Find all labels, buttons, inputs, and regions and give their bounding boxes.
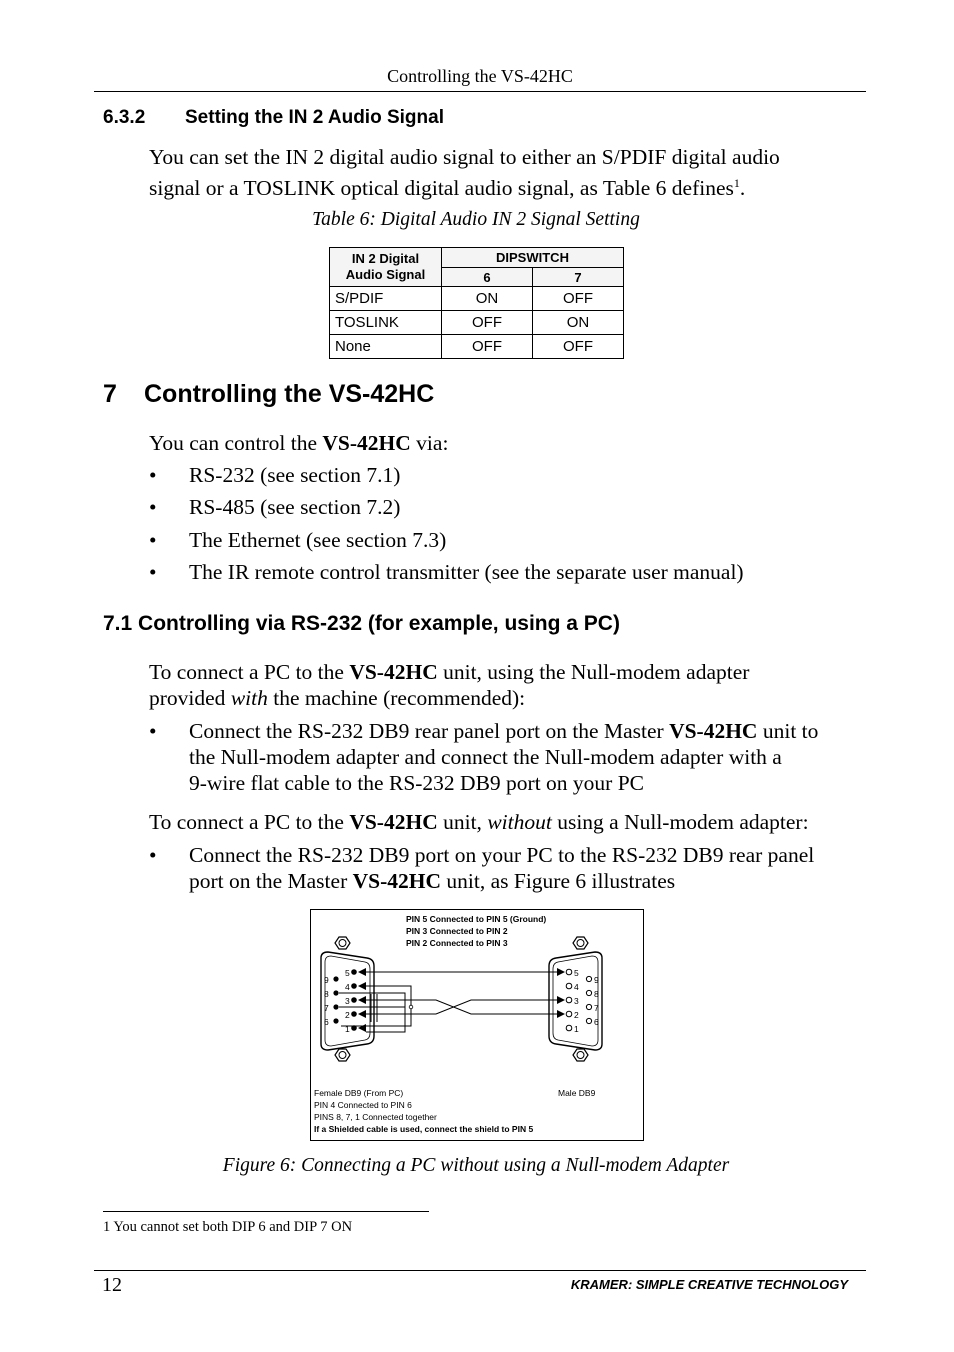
- figure-note: Female DB9 (From PC): [314, 1088, 404, 1098]
- paragraph-text: To connect a PC to the: [149, 810, 350, 834]
- list-item: [149, 559, 849, 585]
- pin-label: 1: [574, 1024, 579, 1034]
- mounting-screw-icon: [335, 937, 350, 949]
- right-inner-pin-icons: [566, 969, 572, 1031]
- section-632-paragraph: [149, 144, 780, 201]
- footnote-reference: 1: [733, 176, 740, 190]
- list-text: unit to: [757, 719, 819, 743]
- mounting-screw-icon: [573, 1049, 588, 1061]
- section-number: 6.3.2: [103, 107, 146, 128]
- header-rule: [94, 91, 866, 92]
- bullet-icon: •: [149, 463, 157, 487]
- section-heading-6-3-2: [103, 107, 444, 129]
- bullet-icon: •: [149, 843, 157, 867]
- list-line: the Null-modem adapter and connect the Null-modem adapter with a: [189, 745, 782, 769]
- male-db9-label: Male DB9: [558, 1088, 596, 1098]
- list-text: Connect the RS-232 DB9 rear panel port on the Master: [189, 719, 670, 743]
- paragraph-line: [149, 659, 749, 685]
- product-name: VS-42HC: [349, 810, 438, 834]
- table-cell-dip7: ON: [533, 311, 624, 335]
- pin-label: 5: [574, 968, 579, 978]
- product-name: VS-42HC: [349, 660, 438, 684]
- table-row: [330, 335, 624, 359]
- left-outer-pin-labels: [324, 973, 329, 1029]
- table-header-dip6: 6: [442, 268, 533, 287]
- list-item-text: The Ethernet (see section 7.3): [189, 528, 447, 552]
- right-outer-pin-icons: [586, 976, 591, 1023]
- list-item: [149, 842, 869, 898]
- pin-label: 3: [574, 996, 579, 1006]
- figure-note: If a Shielded cable is used, connect the shield to PIN 5: [314, 1124, 534, 1134]
- table-cell-dip6: ON: [442, 287, 533, 311]
- table-header-dip7: 7: [533, 268, 624, 287]
- list-text: unit, as Figure 6 illustrates: [441, 869, 676, 893]
- paragraph-text: signal or a TOSLINK optical digital audio signal, as Table 6 defines: [149, 176, 734, 201]
- left-inner-pin-icons: [351, 969, 357, 1031]
- list-item-text: [189, 718, 818, 796]
- right-outer-pin-labels: [594, 973, 599, 1029]
- paragraph-text: provided: [149, 686, 231, 710]
- section-heading-7-1: 7.1 Controlling via RS-232 (for example, using a PC): [103, 612, 620, 635]
- pin-label: 2: [574, 1010, 579, 1020]
- right-inner-pin-labels: [574, 966, 579, 1036]
- header-line: Audio Signal: [345, 267, 426, 282]
- figure-note: PIN 4 Connected to PIN 6: [314, 1100, 412, 1110]
- paragraph-line: [149, 170, 780, 201]
- paragraph-text: unit, using the Null-modem adapter: [437, 660, 750, 684]
- left-inner-pin-labels: [345, 966, 350, 1036]
- paragraph-text: the machine (recommended):: [267, 686, 526, 710]
- table-cell-dip7: OFF: [533, 287, 624, 311]
- left-pin-arrow-icons: [358, 968, 366, 1032]
- section-71-paragraph-1: [149, 659, 749, 711]
- header-line: IN 2 Digital: [351, 251, 420, 266]
- pin-label: 8: [324, 989, 329, 999]
- paragraph-text: To connect a PC to the: [149, 660, 350, 684]
- paragraph-text: using a Null-modem adapter:: [551, 810, 809, 834]
- mounting-screw-icon: [573, 937, 588, 949]
- table-header-signal: [330, 248, 442, 287]
- wiring-lines: [339, 972, 557, 1032]
- pin-label: 9: [594, 975, 599, 985]
- paragraph-end: .: [739, 176, 746, 201]
- pin-label: 9: [324, 975, 329, 985]
- pin-label: 2: [345, 1010, 350, 1020]
- list-item: [149, 462, 849, 488]
- figure-note: PINS 8, 7, 1 Connected together: [314, 1112, 437, 1122]
- list-item: [149, 494, 849, 520]
- right-pin-arrow-icons: [557, 968, 565, 1018]
- pin-label: 5: [345, 968, 350, 978]
- table-cell-signal: S/PDIF: [330, 287, 442, 311]
- dip-switch-table: [329, 247, 624, 359]
- section-title: Setting the IN 2 Audio Signal: [185, 107, 444, 128]
- pin-label: 4: [345, 982, 350, 992]
- section-number: 7: [103, 380, 117, 408]
- list-line: [189, 718, 818, 744]
- figure-caption: Figure 6: Connecting a PC without using a Null-modem Adapter: [222, 1155, 730, 1176]
- figure-6-diagram: [310, 909, 644, 1141]
- table-caption: Table 6: Digital Audio IN 2 Signal Setting: [312, 209, 640, 230]
- footer-tagline: KRAMER: SIMPLE CREATIVE TECHNOLOGY: [570, 1277, 848, 1292]
- pin-label: 1: [345, 1024, 350, 1034]
- table-row: [330, 311, 624, 335]
- paragraph-line: [149, 685, 749, 711]
- figure-note: PIN 3 Connected to PIN 2: [406, 926, 508, 936]
- left-outer-pin-icons: [333, 976, 338, 1023]
- emphasis: with: [230, 686, 268, 710]
- bullet-icon: •: [149, 719, 157, 743]
- product-name: VS-42HC: [669, 719, 758, 743]
- footnote-rule: [103, 1211, 429, 1212]
- running-header: Controlling the VS-42HC: [387, 66, 573, 86]
- emphasis: without: [487, 810, 552, 834]
- figure-note: PIN 5 Connected to PIN 5 (Ground): [406, 914, 547, 924]
- list-item-text: The IR remote control transmitter (see the separate user manual): [189, 560, 744, 584]
- footnote: 1 You cannot set both DIP 6 and DIP 7 ON: [103, 1219, 353, 1235]
- pin-label: 4: [574, 982, 579, 992]
- pin-label: 8: [594, 989, 599, 999]
- footer-rule: [94, 1270, 866, 1271]
- paragraph-text: unit,: [437, 810, 488, 834]
- section-7-intro: [149, 430, 448, 456]
- table-cell-signal: TOSLINK: [330, 311, 442, 335]
- table-cell-dip6: OFF: [442, 335, 533, 359]
- list-item-text: RS-485 (see section 7.2): [189, 495, 401, 519]
- table-cell-dip7: OFF: [533, 335, 624, 359]
- pin-label: 7: [594, 1003, 599, 1013]
- pin-label: 7: [324, 1003, 329, 1013]
- section-title: Controlling the VS-42HC: [144, 380, 435, 408]
- section-71-paragraph-2: [149, 809, 809, 835]
- figure-note: PIN 2 Connected to PIN 3: [406, 938, 508, 948]
- page-number: 12: [102, 1274, 122, 1296]
- table-cell-dip6: OFF: [442, 311, 533, 335]
- list-item-text: [189, 842, 814, 894]
- product-name: VS-42HC: [322, 431, 411, 455]
- bullet-icon: •: [149, 560, 157, 584]
- list-item: [149, 718, 869, 798]
- bullet-icon: •: [149, 528, 157, 552]
- intro-text: via:: [410, 431, 449, 455]
- figure-bottom-notes: [314, 1087, 533, 1135]
- pin-label: 6: [594, 1017, 599, 1027]
- table-cell-signal: None: [330, 335, 442, 359]
- table-row: [330, 287, 624, 311]
- section-heading-7: [103, 380, 434, 409]
- list-line: Connect the RS-232 DB9 port on your PC to the RS-232 DB9 rear panel: [189, 843, 815, 867]
- list-text: port on the Master: [189, 869, 353, 893]
- list-item: [149, 527, 849, 553]
- bullet-icon: •: [149, 495, 157, 519]
- pin-label: 3: [345, 996, 350, 1006]
- list-line: 9-wire flat cable to the RS-232 DB9 port on your PC: [189, 771, 645, 795]
- mounting-screw-icon: [335, 1049, 350, 1061]
- table-header-dipswitch: DIPSWITCH: [442, 248, 624, 268]
- pin-label: 6: [324, 1017, 329, 1027]
- intro-text: You can control the: [149, 431, 323, 455]
- list-item-text: RS-232 (see section 7.1): [189, 463, 401, 487]
- paragraph-line: You can set the IN 2 digital audio signal to either an S/PDIF digital audio: [149, 145, 780, 169]
- list-line: [189, 868, 814, 894]
- product-name: VS-42HC: [352, 869, 442, 893]
